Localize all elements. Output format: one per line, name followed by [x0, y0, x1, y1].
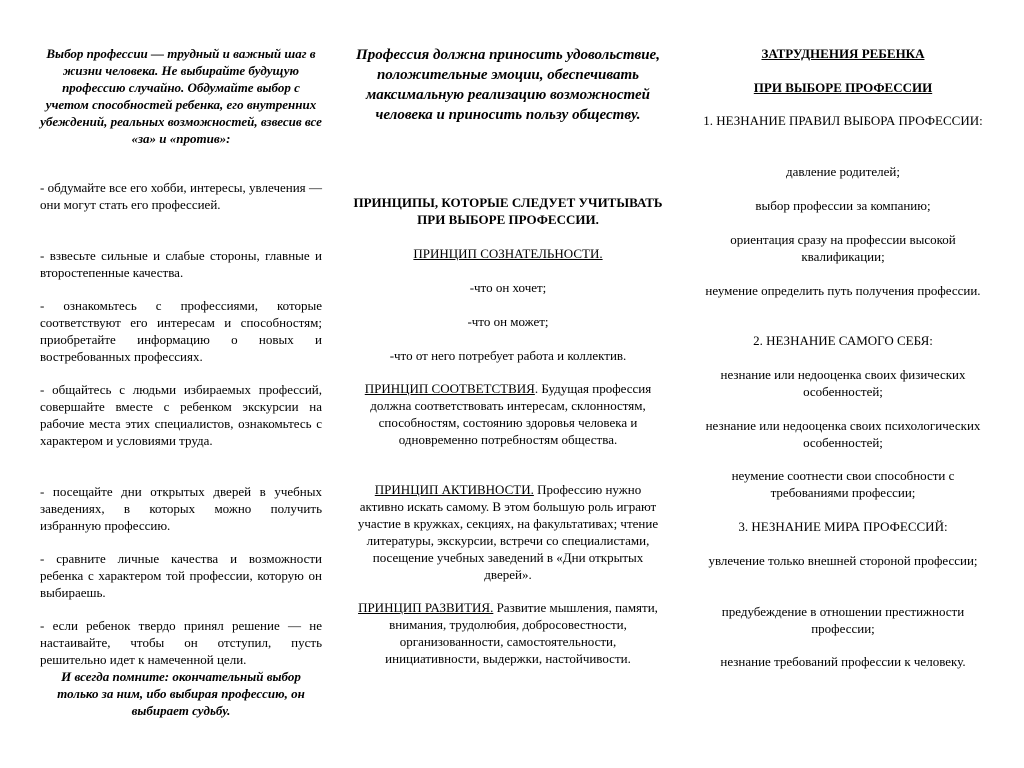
section-2-item-1: незнание или недооценка своих физических особенностей;: [720, 367, 966, 399]
motto: Профессия должна приносить удовольствие, положительные эмоции, обеспечивать максимальную реализацию возможностей человека и приносить пользу обществу.: [356, 47, 660, 123]
consciousness-point-2: -что он может;: [467, 314, 549, 329]
left-intro: Выбор профессии — трудный и важный шаг в жизни человека. Не выбирайте будущую профессию случайно. Обдумайте выбор с учетом способностей ребенка, его внутренних убеждений, реальных возможностей, взвесив все «за» и «против»:: [40, 46, 322, 146]
section-3-title: 3. НЕЗНАНИЕ МИРА ПРОФЕССИЙ:: [738, 519, 948, 534]
left-item-1: - обдумайте все его хобби, интересы, увлечения — они могут стать его профессией.: [40, 180, 322, 212]
section-2-item-2: незнание или недооценка своих психологических особенностей;: [705, 418, 981, 450]
principle-activity-text: Профессию нужно активно искать самому. В этом большую роль играют участие в кружках, секциях, на факультативах; чтение литературы, экскурсии, встречи со специалистами, посещение учебных заведений в «Дни открытых дверей».: [357, 482, 659, 582]
section-3-item-1: увлечение только внешней стороной профессии;: [708, 553, 978, 568]
principle-activity-title: ПРИНЦИП АКТИВНОСТИ.: [374, 482, 534, 497]
principle-consciousness-title: ПРИНЦИП СОЗНАТЕЛЬНОСТИ.: [413, 246, 603, 261]
section-2-title: 2. НЕЗНАНИЕ САМОГО СЕБЯ:: [753, 333, 933, 348]
principles-title: ПРИНЦИПЫ, КОТОРЫЕ СЛЕДУЕТ УЧИТЫВАТЬ ПРИ ВЫБОРЕ ПРОФЕССИИ.: [353, 195, 663, 227]
left-conclusion: И всегда помните: окончательный выбор только за ним, ибо выбирая профессию, он выбирает судьбу.: [57, 669, 305, 718]
section-1-title: 1. НЕЗНАНИЕ ПРАВИЛ ВЫБОРА ПРОФЕССИИ:: [703, 113, 983, 128]
principle-development: [352, 599, 664, 667]
left-item-6: - сравните личные качества и возможности ребенка с характером той профессии, которую он выбираешь.: [40, 551, 322, 600]
principle-activity: [352, 481, 664, 583]
left-item-2: - взвесьте сильные и слабые стороны, главные и второстепенные качества.: [40, 248, 322, 280]
section-3-item-3: незнание требований профессии к человеку.: [720, 654, 966, 669]
section-1-item-1: давление родителей;: [785, 164, 901, 179]
principle-conformity-text: . Будущая профессия должна соответствовать интересам, склонностям, способностям, состоянию здоровья человека и одновременно потребностям общества.: [370, 381, 652, 447]
left-item-7: - если ребенок твердо принял решение — не настаивайте, чтобы он отступил, пусть решительно идет к намеченной цели.: [40, 618, 322, 667]
difficulties-title-line1: ЗАТРУДНЕНИЯ РЕБЕНКА: [761, 46, 925, 61]
left-item-3: - ознакомьтесь с профессиями, которые соответствуют его интересам и способностям; приобретайте информацию о новых и востребованных профессиях.: [40, 298, 322, 364]
principle-conformity: [352, 380, 664, 448]
section-1-item-3: ориентация сразу на профессии высокой квалификации;: [730, 232, 956, 264]
left-item-5: - посещайте дни открытых дверей в учебных заведениях, в которых можно получить избранную профессию.: [40, 484, 322, 533]
section-2-item-3: неумение соотнести свои способности с требованиями профессии;: [731, 468, 955, 500]
left-item-4: - общайтесь с людьми избираемых профессий, совершайте вместе с ребенком экскурсии на рабочие места этих специалистов, ознакомьтесь с характером и условиями труда.: [40, 382, 322, 448]
consciousness-point-3: -что от него потребует работа и коллектив.: [389, 348, 627, 363]
section-1-item-2: выбор профессии за компанию;: [755, 198, 931, 213]
consciousness-point-1: -что он хочет;: [469, 280, 547, 295]
section-1-item-4: неумение определить путь получения профессии.: [705, 283, 981, 298]
difficulties-title-line2: ПРИ ВЫБОРЕ ПРОФЕССИИ: [753, 80, 933, 95]
principle-development-title: ПРИНЦИП РАЗВИТИЯ.: [358, 600, 494, 615]
section-3-item-2: предубеждение в отношении престижности профессии;: [721, 604, 965, 636]
principle-conformity-title: ПРИНЦИП СООТВЕТСТВИЯ: [364, 381, 535, 396]
principle-development-text: Развитие мышления, памяти, внимания, трудолюбия, добросовестности, организованности, самостоятельности, инициативности, выдержки, настойчивости.: [385, 600, 658, 666]
